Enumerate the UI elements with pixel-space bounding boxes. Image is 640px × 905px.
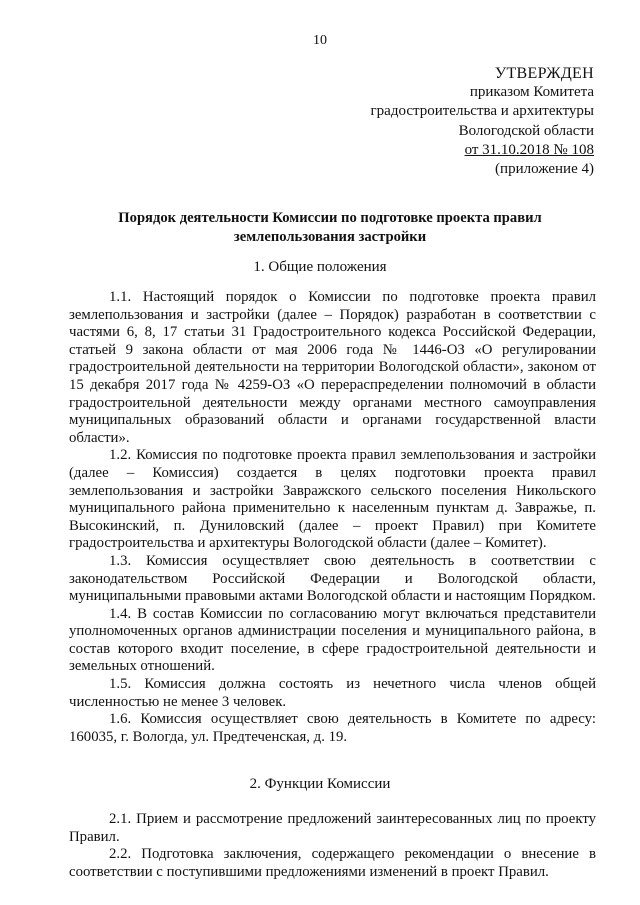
paragraph-1-1: 1.1. Настоящий порядок о Комиссии по подготовке проекта правил землепользования и застройки (далее – Порядок) разработан в соответствии с частями 6, 8, 17 статьи 31 Градостроительного кодекса Российской Федерации, статьей 9 закона области от мая 2006 года № 1446-ОЗ «О регулировании градостроительной деятельности на территории Вологодской области», законом от 15 декабря 2017 года № 4259-ОЗ «О перераспределении полномочий в области градостроительной деятельности между органами местного самоуправления муниципальных образований области и органами государственной власти области». — [69, 289, 596, 446]
section-1-body — [69, 289, 596, 746]
title-line-2: землепользования застройки — [233, 229, 427, 245]
paragraph-2-1: 2.1. Прием и рассмотрение предложений заинтересованных лиц по проекту Правил. — [69, 811, 596, 845]
approval-line-3: Вологодской области — [458, 122, 594, 139]
approval-line-2: градостроительства и архитектуры — [370, 103, 594, 120]
paragraph-1-2: 1.2. Комиссия по подготовке проекта правил землепользования и застройки (далее – Комиссия) создается в целях подготовки проекта правил землепользования и застройки Завражского сельского поселения Никольского муниципального района применительно к населенным пунктам д. Завражье, п. Высокинский, п. Дуниловский (далее – проект Правил) при Комитете градостроительства и архитектуры Вологодской области (далее – Комитет). — [69, 447, 596, 552]
paragraph-1-4: 1.4. В состав Комиссии по согласованию могут включаться представители уполномоченных органов администрации поселения и муниципального района, в состав которого входит поселение, в сфере градостроительной деятельности и земельных отношений. — [69, 605, 596, 675]
section-2-body — [69, 811, 596, 881]
approval-line-1: приказом Комитета — [469, 84, 594, 101]
paragraph-1-3: 1.3. Комиссия осуществляет свою деятельность в соответствии с законодательством Российской Федерации и Вологодской области, муниципальными правовыми актами Вологодской области и настоящим Порядком. — [69, 552, 596, 605]
paragraph-1-5: 1.5. Комиссия должна состоять из нечетного числа членов общей численностью не менее 3 человек. — [69, 676, 596, 710]
paragraph-2-2: 2.2. Подготовка заключения, содержащего рекомендации о внесение в соответствии с поступившими предложениями изменений в проект Правил. — [69, 846, 596, 880]
title-line-1: Порядок деятельности Комиссии по подготовке проекта правил — [118, 210, 542, 226]
approval-stamp — [371, 64, 594, 179]
approval-appendix: (приложение 4) — [495, 161, 594, 178]
approval-date: от 31.10.2018 № 108 — [464, 141, 594, 158]
paragraph-1-6: 1.6. Комиссия осуществляет свою деятельность в Комитете по адресу: 160035, г. Вологда, ул. Предтеченская, д. 19. — [69, 711, 596, 745]
page-number: 10 — [313, 33, 327, 48]
section-1-heading: 1. Общие положения — [253, 259, 387, 275]
approval-heading: УТВЕРЖДЕН — [494, 65, 594, 82]
section-2-heading: 2. Функции Комиссии — [249, 776, 391, 792]
document-title — [60, 209, 600, 247]
